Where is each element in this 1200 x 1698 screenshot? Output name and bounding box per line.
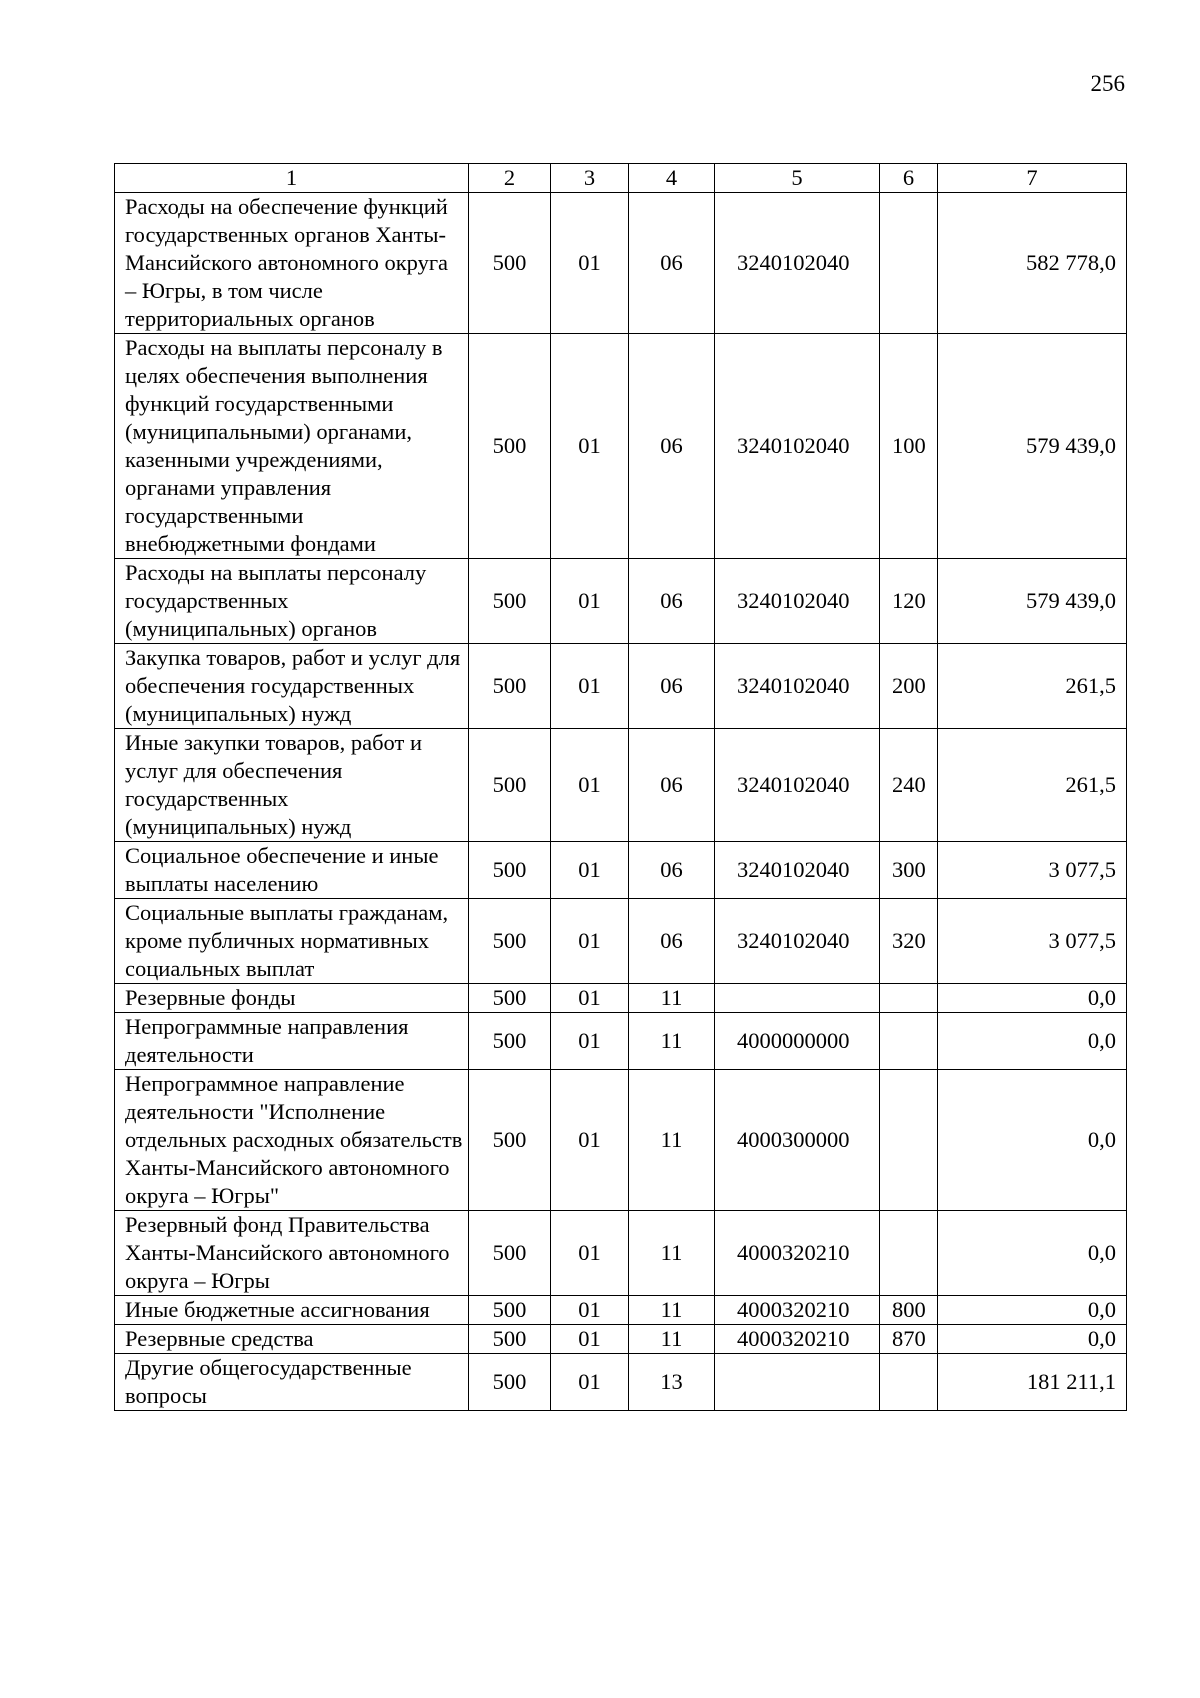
row-name: Другие общегосударственные вопросы <box>115 1354 469 1411</box>
row-vr: 800 <box>880 1296 938 1325</box>
row-ved: 500 <box>469 1013 551 1070</box>
row-vr <box>880 1070 938 1211</box>
column-header: 4 <box>629 164 715 193</box>
row-ved: 500 <box>469 984 551 1013</box>
table-row <box>115 1325 1127 1354</box>
row-pr: 11 <box>629 1070 715 1211</box>
row-rz: 01 <box>551 984 629 1013</box>
row-pr: 06 <box>629 729 715 842</box>
budget-table <box>114 163 1127 1411</box>
row-rz: 01 <box>551 559 629 644</box>
table-row <box>115 644 1127 729</box>
row-csr: 4000300000 <box>715 1070 880 1211</box>
column-header: 1 <box>115 164 469 193</box>
row-vr <box>880 1354 938 1411</box>
row-vr <box>880 193 938 334</box>
row-pr: 11 <box>629 1296 715 1325</box>
table-row <box>115 842 1127 899</box>
row-ved: 500 <box>469 193 551 334</box>
column-header: 3 <box>551 164 629 193</box>
row-csr <box>715 984 880 1013</box>
table-row <box>115 899 1127 984</box>
row-csr: 3240102040 <box>715 842 880 899</box>
row-name: Непрограммное направление деятельности "Исполнение отдельных расходных обязательств Ханты-Мансийского автономного округа – Югры" <box>115 1070 469 1211</box>
table-row <box>115 1354 1127 1411</box>
row-sum: 582 778,0 <box>938 193 1127 334</box>
row-vr <box>880 1013 938 1070</box>
row-csr: 4000320210 <box>715 1325 880 1354</box>
row-vr: 100 <box>880 334 938 559</box>
row-sum: 0,0 <box>938 1070 1127 1211</box>
row-rz: 01 <box>551 644 629 729</box>
row-ved: 500 <box>469 644 551 729</box>
row-pr: 13 <box>629 1354 715 1411</box>
row-csr: 4000000000 <box>715 1013 880 1070</box>
row-rz: 01 <box>551 1013 629 1070</box>
row-name: Расходы на обеспечение функций государственных органов Ханты-Мансийского автономного округа – Югры, в том числе территориальных органов <box>115 193 469 334</box>
row-vr <box>880 1211 938 1296</box>
row-pr: 11 <box>629 984 715 1013</box>
row-csr: 3240102040 <box>715 193 880 334</box>
row-rz: 01 <box>551 729 629 842</box>
row-rz: 01 <box>551 899 629 984</box>
row-pr: 06 <box>629 559 715 644</box>
row-name: Непрограммные направления деятельности <box>115 1013 469 1070</box>
row-csr: 3240102040 <box>715 899 880 984</box>
row-ved: 500 <box>469 559 551 644</box>
row-sum: 0,0 <box>938 1325 1127 1354</box>
column-header: 2 <box>469 164 551 193</box>
row-sum: 0,0 <box>938 1013 1127 1070</box>
row-pr: 06 <box>629 193 715 334</box>
row-name: Резервные фонды <box>115 984 469 1013</box>
row-rz: 01 <box>551 1325 629 1354</box>
row-csr: 4000320210 <box>715 1296 880 1325</box>
table-row <box>115 1211 1127 1296</box>
table-row <box>115 559 1127 644</box>
row-name: Закупка товаров, работ и услуг для обеспечения государственных (муниципальных) нужд <box>115 644 469 729</box>
row-sum: 3 077,5 <box>938 899 1127 984</box>
table-row <box>115 334 1127 559</box>
row-name: Иные закупки товаров, работ и услуг для обеспечения государственных (муниципальных) нужд <box>115 729 469 842</box>
row-name: Расходы на выплаты персоналу в целях обеспечения выполнения функций государственными (муниципальными) органами, казенными учреждениями, органами управления государственными внебюджетными фондами <box>115 334 469 559</box>
row-pr: 11 <box>629 1013 715 1070</box>
row-name: Резервный фонд Правительства Ханты-Мансийского автономного округа – Югры <box>115 1211 469 1296</box>
row-vr <box>880 984 938 1013</box>
row-vr: 300 <box>880 842 938 899</box>
row-sum: 0,0 <box>938 1296 1127 1325</box>
column-header: 6 <box>880 164 938 193</box>
row-pr: 11 <box>629 1211 715 1296</box>
row-pr: 06 <box>629 842 715 899</box>
row-ved: 500 <box>469 334 551 559</box>
row-sum: 579 439,0 <box>938 334 1127 559</box>
row-sum: 579 439,0 <box>938 559 1127 644</box>
row-csr: 3240102040 <box>715 729 880 842</box>
row-name: Резервные средства <box>115 1325 469 1354</box>
table-row <box>115 1296 1127 1325</box>
row-sum: 261,5 <box>938 729 1127 842</box>
table-row <box>115 1070 1127 1211</box>
row-sum: 3 077,5 <box>938 842 1127 899</box>
column-header: 7 <box>938 164 1127 193</box>
row-vr: 120 <box>880 559 938 644</box>
row-name: Социальное обеспечение и иные выплаты населению <box>115 842 469 899</box>
row-rz: 01 <box>551 842 629 899</box>
row-sum: 261,5 <box>938 644 1127 729</box>
row-rz: 01 <box>551 1211 629 1296</box>
table-row <box>115 729 1127 842</box>
column-header: 5 <box>715 164 880 193</box>
table-header-row <box>115 164 1127 193</box>
row-rz: 01 <box>551 1070 629 1211</box>
row-vr: 870 <box>880 1325 938 1354</box>
row-sum: 0,0 <box>938 1211 1127 1296</box>
row-csr: 4000320210 <box>715 1211 880 1296</box>
row-ved: 500 <box>469 729 551 842</box>
row-name: Иные бюджетные ассигнования <box>115 1296 469 1325</box>
row-sum: 181 211,1 <box>938 1354 1127 1411</box>
row-sum: 0,0 <box>938 984 1127 1013</box>
row-vr: 240 <box>880 729 938 842</box>
row-csr <box>715 1354 880 1411</box>
row-ved: 500 <box>469 1354 551 1411</box>
row-ved: 500 <box>469 1211 551 1296</box>
table-row <box>115 193 1127 334</box>
row-csr: 3240102040 <box>715 644 880 729</box>
row-pr: 06 <box>629 644 715 729</box>
row-csr: 3240102040 <box>715 559 880 644</box>
row-ved: 500 <box>469 1325 551 1354</box>
page-number: 256 <box>1090 71 1125 96</box>
row-rz: 01 <box>551 1354 629 1411</box>
row-name: Социальные выплаты гражданам, кроме публичных нормативных социальных выплат <box>115 899 469 984</box>
row-pr: 06 <box>629 899 715 984</box>
row-ved: 500 <box>469 1070 551 1211</box>
table-row <box>115 984 1127 1013</box>
row-vr: 200 <box>880 644 938 729</box>
row-vr: 320 <box>880 899 938 984</box>
table-row <box>115 1013 1127 1070</box>
row-csr: 3240102040 <box>715 334 880 559</box>
row-ved: 500 <box>469 1296 551 1325</box>
row-ved: 500 <box>469 899 551 984</box>
row-pr: 06 <box>629 334 715 559</box>
row-rz: 01 <box>551 1296 629 1325</box>
row-pr: 11 <box>629 1325 715 1354</box>
row-name: Расходы на выплаты персоналу государственных (муниципальных) органов <box>115 559 469 644</box>
row-rz: 01 <box>551 334 629 559</box>
row-ved: 500 <box>469 842 551 899</box>
row-rz: 01 <box>551 193 629 334</box>
